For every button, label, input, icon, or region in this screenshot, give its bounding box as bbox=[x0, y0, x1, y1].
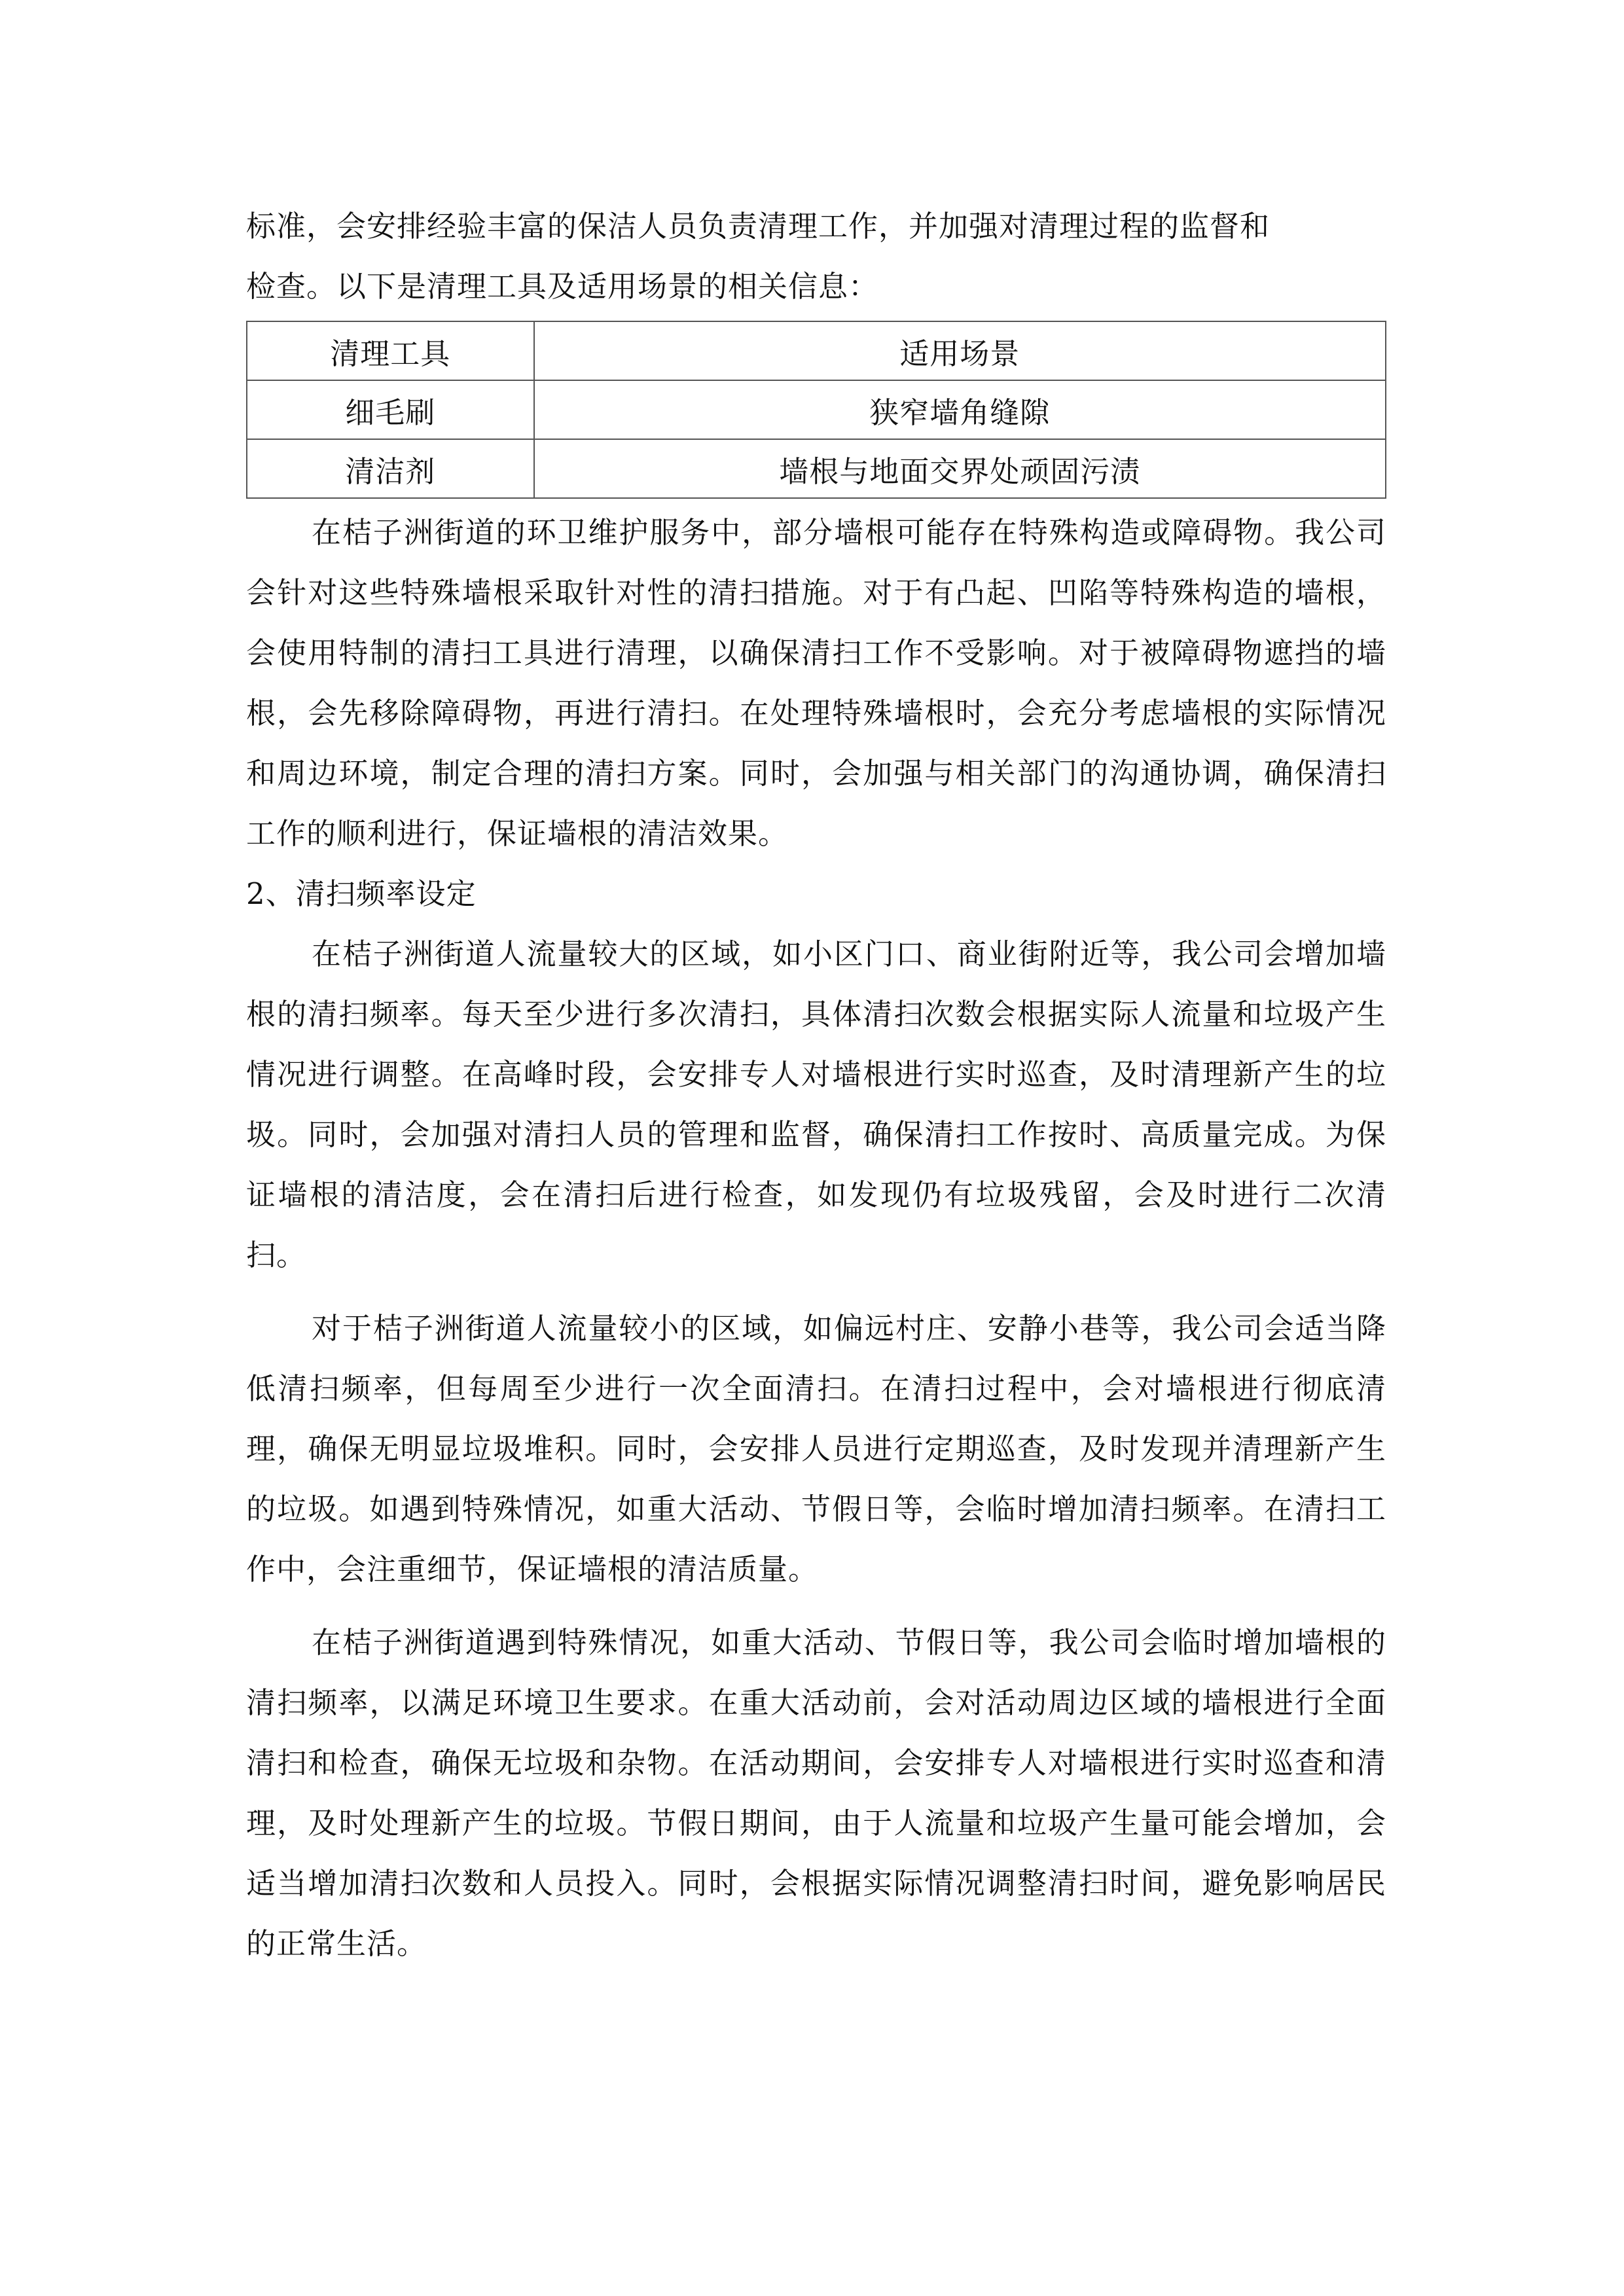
table-header-row bbox=[247, 321, 1386, 380]
section-heading: 2、清扫频率设定 bbox=[246, 876, 477, 911]
intro-paragraph bbox=[246, 196, 1386, 317]
table-header-tool: 清理工具 bbox=[247, 321, 534, 380]
table-header-scene: 适用场景 bbox=[534, 321, 1386, 380]
table-cell-tool: 细毛刷 bbox=[247, 380, 534, 439]
intro-line-1: 标准，会安排经验丰富的保洁人员负责清理工作，并加强对清理过程的监督和 bbox=[246, 209, 1271, 243]
intro-line-2: 检查。以下是清理工具及适用场景的相关信息： bbox=[246, 269, 879, 304]
table-cell-tool: 清洁剂 bbox=[247, 439, 534, 498]
table-cell-scene: 墙根与地面交界处顽固污渍 bbox=[534, 439, 1386, 498]
special-walls-paragraph: 在桔子洲街道的环卫维护服务中，部分墙根可能存在特殊构造或障碍物。我公司会针对这些特殊墙根采取针对性的清扫措施。对于有凸起、凹陷等特殊构造的墙根，会使用特制的清扫工具进行清理，以确保清扫工作不受影响。对于被障碍物遮挡的墙根，会先移除障碍物，再进行清扫。在处理特殊墙根时，会充分考虑墙根的实际情况和周边环境，制定合理的清扫方案。同时，会加强与相关部门的沟通协调，确保清扫工作的顺利进行，保证墙根的清洁效果。 bbox=[246, 515, 1386, 851]
table-row bbox=[247, 439, 1386, 498]
document-body bbox=[246, 196, 1386, 1974]
low-traffic-paragraph: 对于桔子洲街道人流量较小的区域，如偏远村庄、安静小巷等，我公司会适当降低清扫频率，但每周至少进行一次全面清扫。在清扫过程中，会对墙根进行彻底清理，确保无明显垃圾堆积。同时，会安排人员进行定期巡查，及时发现并清理新产生的垃圾。如遇到特殊情况，如重大活动、节假日等，会临时增加清扫频率。在清扫工作中，会注重细节，保证墙根的清洁质量。 bbox=[246, 1311, 1386, 1587]
table-row bbox=[247, 380, 1386, 439]
high-traffic-paragraph: 在桔子洲街道人流量较大的区域，如小区门口、商业街附近等，我公司会增加墙根的清扫频率。每天至少进行多次清扫，具体清扫次数会根据实际人流量和垃圾产生情况进行调整。在高峰时段，会安排专人对墙根进行实时巡查，及时清理新产生的垃圾。同时，会加强对清扫人员的管理和监督，确保清扫工作按时、高质量完成。为保证墙根的清洁度，会在清扫后进行检查，如发现仍有垃圾残留，会及时进行二次清扫。 bbox=[246, 937, 1386, 1272]
tools-table bbox=[246, 321, 1386, 499]
special-events-paragraph: 在桔子洲街道遇到特殊情况，如重大活动、节假日等，我公司会临时增加墙根的清扫频率，以满足环境卫生要求。在重大活动前，会对活动周边区域的墙根进行全面清扫和检查，确保无垃圾和杂物。在活动期间，会安排专人对墙根进行实时巡查和清理，及时处理新产生的垃圾。节假日期间，由于人流量和垃圾产生量可能会增加，会适当增加清扫次数和人员投入。同时，会根据实际情况调整清扫时间，避免影响居民的正常生活。 bbox=[246, 1625, 1386, 1961]
table-cell-scene: 狭窄墙角缝隙 bbox=[534, 380, 1386, 439]
